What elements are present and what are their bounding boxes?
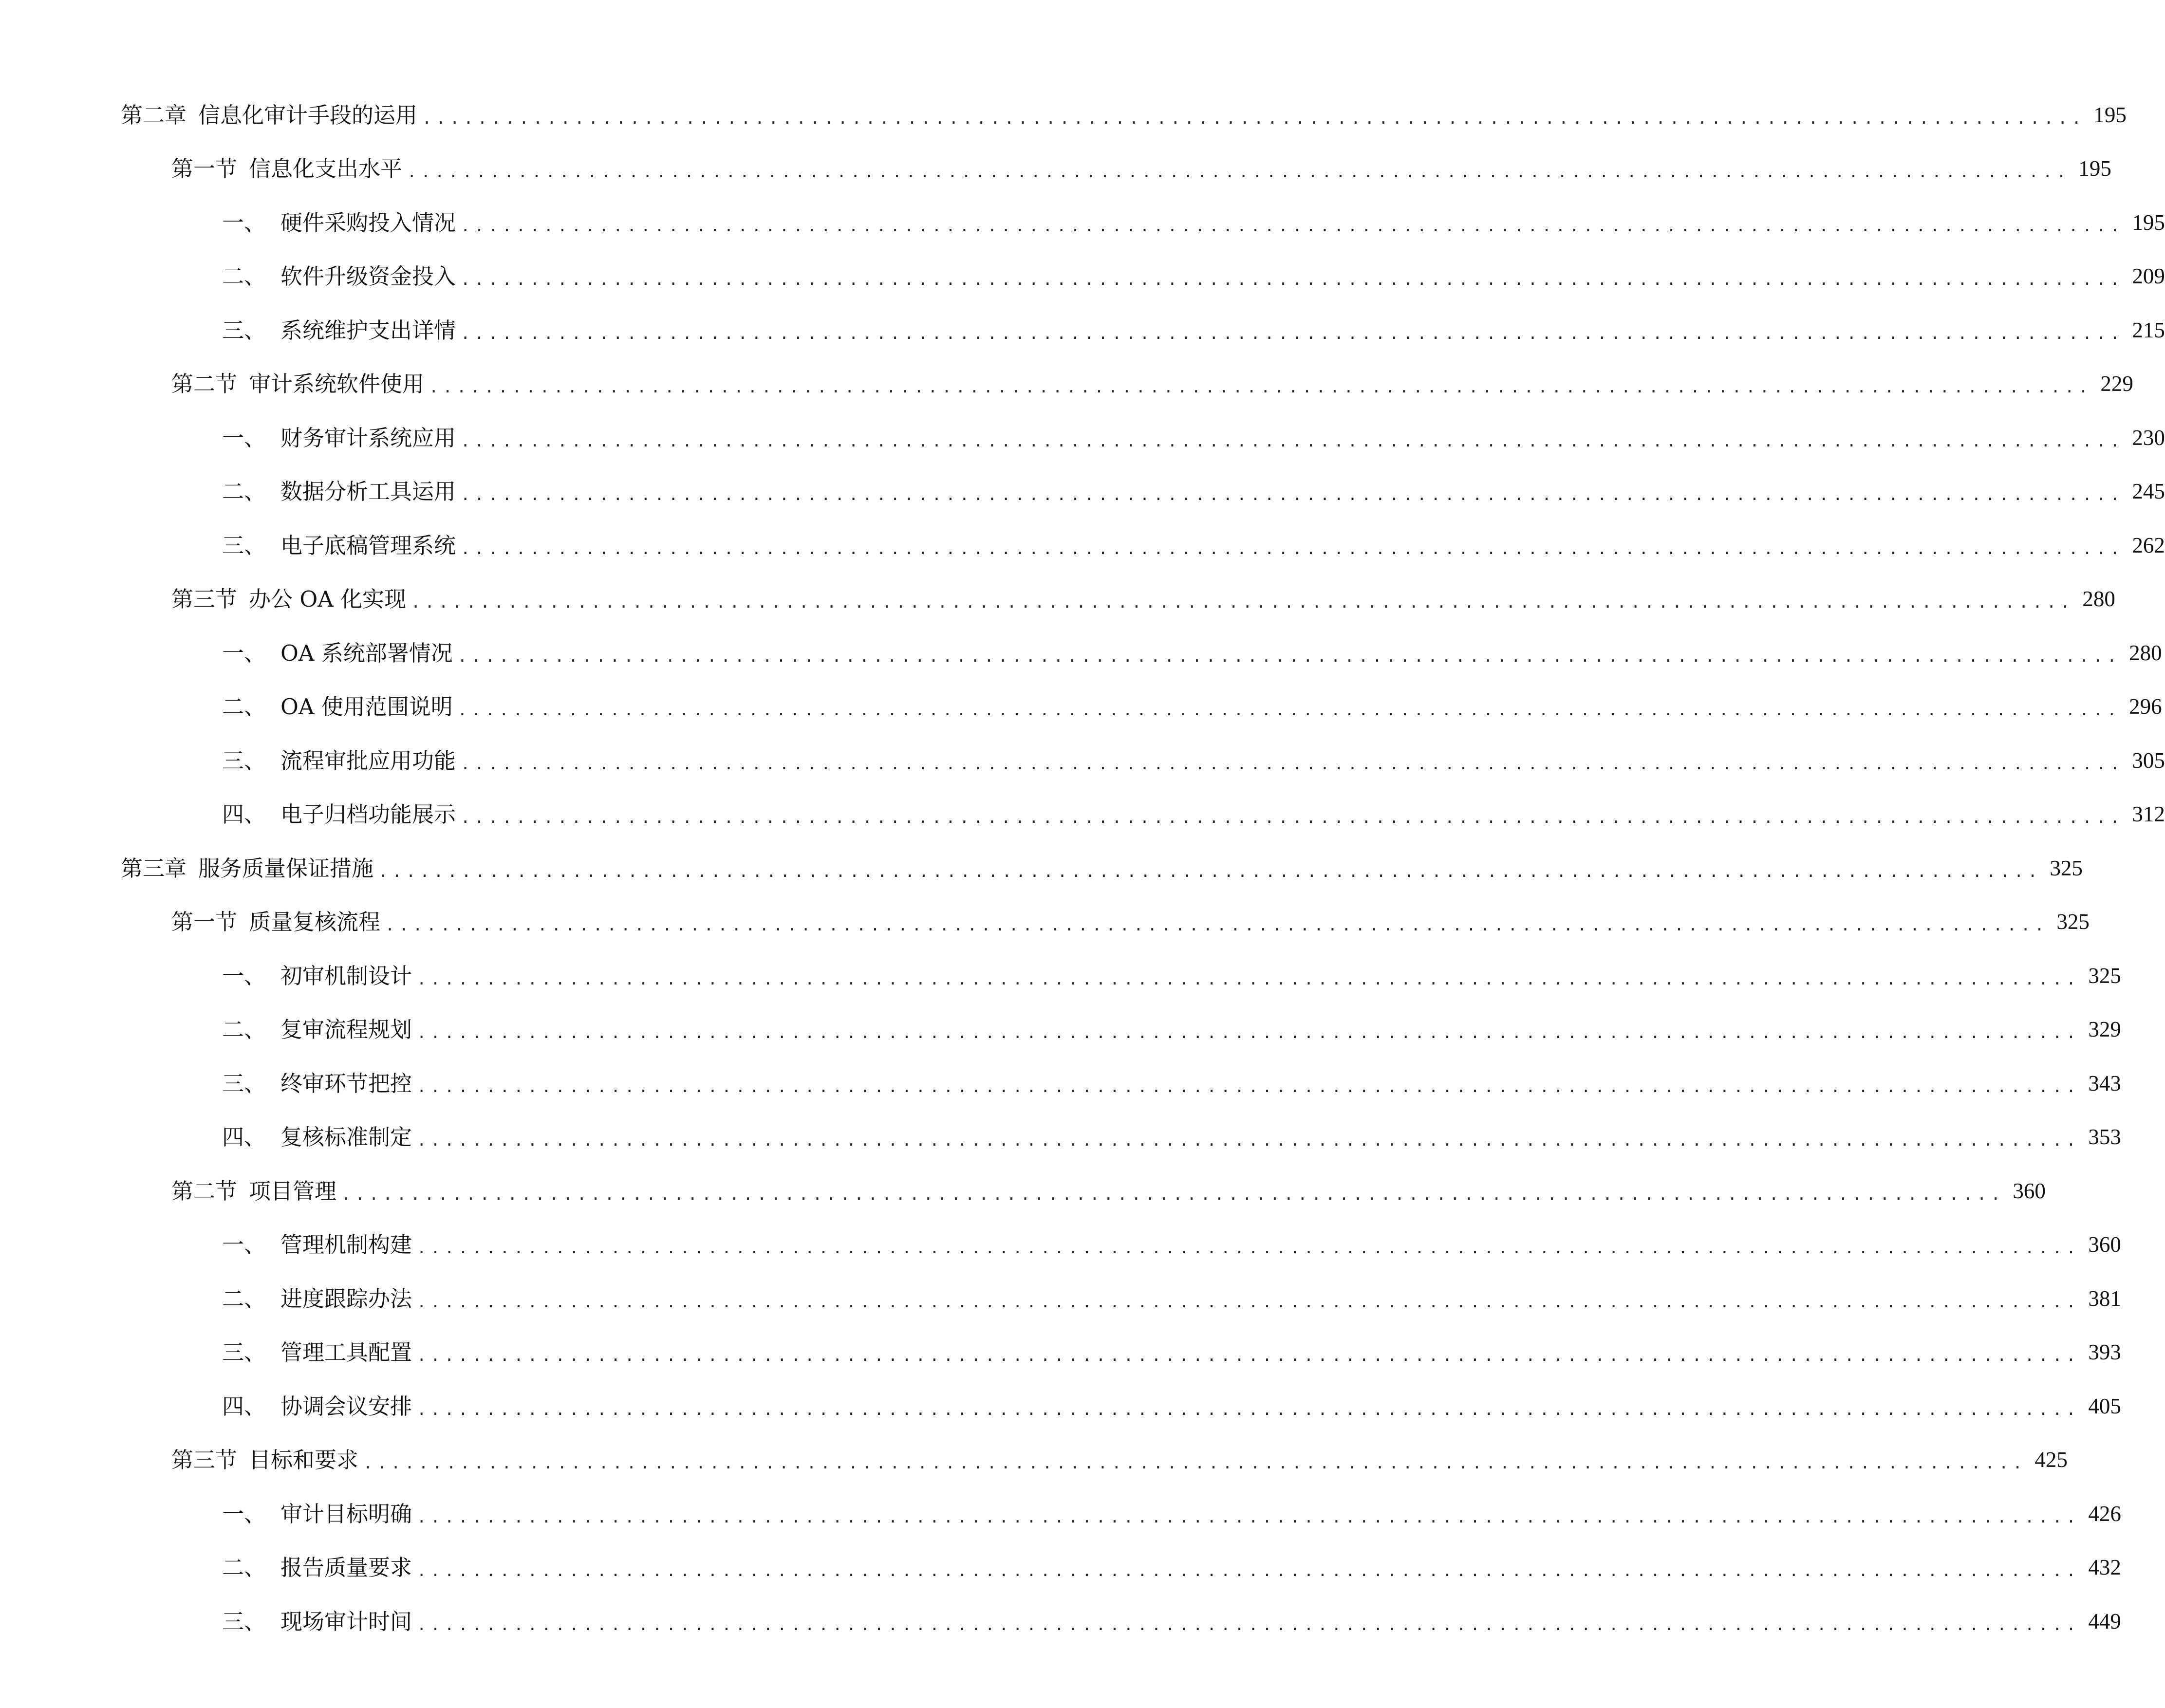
toc-entry-marker: 一、 — [222, 209, 266, 236]
toc-subsection-entry[interactable] — [121, 180, 2165, 236]
toc-entry-page-number: 426 — [2088, 1501, 2121, 1526]
toc-entry-marker: 三、 — [222, 532, 266, 558]
toc-entry-page-number: 215 — [2132, 317, 2165, 342]
toc-entry-marker: 三、 — [222, 1608, 266, 1634]
toc-entry-title: 报告质量要求 — [280, 1555, 412, 1580]
toc-dot-leader: ........................................................................................................................ — [417, 1346, 2080, 1365]
toc-entry-page-number: 325 — [2088, 963, 2121, 988]
toc-section-entry[interactable] — [121, 126, 2111, 182]
toc-subsection-entry[interactable] — [121, 1471, 2121, 1527]
toc-entry-title: 质量复核流程 — [249, 909, 381, 935]
toc-entry-title: 电子底稿管理系统 — [280, 532, 456, 558]
toc-subsection-entry[interactable] — [121, 772, 2165, 827]
toc-dot-leader: ........................................................................................................................ — [457, 701, 2121, 719]
toc-entry-title: OA 系统部署情况 — [280, 640, 453, 666]
toc-subsection-entry[interactable] — [121, 449, 2165, 504]
toc-subsection-entry[interactable] — [121, 234, 2165, 289]
toc-dot-leader: ........................................................................................................................ — [417, 1023, 2080, 1042]
toc-entry-marker: 二、 — [222, 1285, 266, 1312]
toc-dot-leader: ........................................................................................................................ — [407, 163, 2071, 181]
toc-subsection-entry[interactable] — [121, 664, 2162, 720]
toc-entry-title: 初审机制设计 — [280, 963, 412, 989]
toc-dot-leader: ........................................................................................................................ — [417, 1507, 2080, 1526]
toc-dot-leader: ........................................................................................................................ — [341, 1185, 2005, 1204]
toc-dot-leader: ........................................................................................................................ — [417, 1239, 2080, 1257]
toc-entry-marker: 第二章 — [121, 102, 187, 128]
toc-entry-page-number: 432 — [2088, 1555, 2121, 1579]
toc-chapter-entry[interactable] — [121, 825, 2083, 881]
toc-entry-page-number: 360 — [2088, 1232, 2121, 1257]
toc-dot-leader: ........................................................................................................................ — [422, 109, 2086, 128]
toc-entry-marker: 一、 — [222, 1501, 266, 1527]
toc-dot-leader: ........................................................................................................................ — [461, 808, 2124, 827]
toc-entry-page-number: 381 — [2088, 1286, 2121, 1311]
toc-entry-page-number: 296 — [2129, 694, 2162, 719]
toc-entry-title: 信息化审计手段的运用 — [198, 102, 418, 128]
toc-section-entry[interactable] — [121, 1417, 2068, 1473]
toc-entry-title: OA 使用范围说明 — [280, 694, 453, 720]
toc-entry-marker: 一、 — [222, 640, 266, 666]
toc-entry-marker: 第二节 — [171, 371, 238, 397]
toc-dot-leader: ........................................................................................................................ — [461, 324, 2124, 343]
toc-entry-marker: 第一节 — [171, 909, 238, 935]
toc-section-entry[interactable] — [121, 341, 2133, 397]
toc-dot-leader: ........................................................................................................................ — [417, 1561, 2080, 1580]
toc-subsection-entry[interactable] — [121, 1202, 2121, 1258]
toc-subsection-entry[interactable] — [121, 1040, 2121, 1096]
toc-entry-title: 终审环节把控 — [280, 1070, 412, 1096]
toc-entry-marker: 二、 — [222, 1555, 266, 1580]
toc-entry-title: 审计系统软件使用 — [249, 371, 425, 397]
toc-entry-page-number: 325 — [2056, 910, 2090, 934]
toc-entry-title: 管理工具配置 — [280, 1339, 412, 1365]
toc-entry-marker: 第一节 — [171, 156, 238, 182]
toc-entry-marker: 第三章 — [121, 855, 187, 881]
toc-entry-title: 服务质量保证措施 — [198, 855, 374, 881]
toc-entry-marker: 二、 — [222, 694, 266, 720]
toc-entry-page-number: 360 — [2013, 1178, 2046, 1203]
toc-entry-title: 管理机制构建 — [280, 1232, 412, 1258]
table-of-contents — [121, 72, 2165, 1634]
toc-dot-leader: ........................................................................................................................ — [429, 378, 2092, 396]
toc-dot-leader: ........................................................................................................................ — [411, 593, 2074, 612]
toc-subsection-entry[interactable] — [121, 287, 2165, 343]
toc-entry-page-number: 195 — [2078, 156, 2111, 181]
toc-entry-title: 复核标准制定 — [280, 1124, 412, 1150]
toc-dot-leader: ........................................................................................................................ — [461, 216, 2124, 235]
toc-entry-marker: 二、 — [222, 1017, 266, 1042]
toc-subsection-entry[interactable] — [121, 933, 2121, 989]
toc-subsection-entry[interactable] — [121, 1578, 2121, 1634]
toc-subsection-entry[interactable] — [121, 502, 2165, 558]
toc-entry-page-number: 305 — [2132, 748, 2165, 773]
toc-entry-marker: 二、 — [222, 263, 266, 289]
toc-entry-page-number: 280 — [2082, 587, 2115, 611]
toc-dot-leader: ........................................................................................................................ — [385, 916, 2049, 934]
toc-entry-marker: 一、 — [222, 963, 266, 989]
toc-subsection-entry[interactable] — [121, 395, 2165, 451]
toc-entry-marker: 一、 — [222, 1232, 266, 1258]
toc-entry-page-number: 343 — [2088, 1071, 2121, 1095]
toc-entry-page-number: 280 — [2129, 640, 2162, 665]
toc-subsection-entry[interactable] — [121, 987, 2121, 1042]
toc-entry-title: 进度跟踪办法 — [280, 1285, 412, 1312]
toc-entry-marker: 三、 — [222, 317, 266, 343]
toc-dot-leader: ........................................................................................................................ — [461, 485, 2124, 504]
toc-entry-title: 协调会议安排 — [280, 1393, 412, 1419]
toc-subsection-entry[interactable] — [121, 1525, 2121, 1580]
toc-section-entry[interactable] — [121, 557, 2115, 612]
toc-entry-title: 软件升级资金投入 — [280, 263, 456, 289]
toc-entry-marker: 二、 — [222, 479, 266, 504]
toc-subsection-entry[interactable] — [121, 1095, 2121, 1150]
toc-entry-page-number: 262 — [2132, 533, 2165, 557]
toc-section-entry[interactable] — [121, 879, 2090, 935]
toc-entry-marker: 四、 — [222, 1393, 266, 1419]
toc-entry-title: 流程审批应用功能 — [280, 747, 456, 774]
toc-entry-title: 现场审计时间 — [280, 1608, 412, 1634]
toc-subsection-entry[interactable] — [121, 718, 2165, 774]
toc-section-entry[interactable] — [121, 1148, 2046, 1204]
toc-entry-title: 电子归档功能展示 — [280, 801, 456, 827]
toc-entry-page-number: 312 — [2132, 802, 2165, 826]
toc-dot-leader: ........................................................................................................................ — [461, 270, 2124, 289]
toc-entry-marker: 一、 — [222, 425, 266, 451]
toc-subsection-entry[interactable] — [121, 610, 2162, 666]
toc-entry-title: 数据分析工具运用 — [280, 479, 456, 504]
toc-entry-marker: 三、 — [222, 747, 266, 774]
toc-entry-page-number: 195 — [2093, 102, 2127, 127]
toc-dot-leader: ........................................................................................................................ — [417, 1615, 2080, 1634]
toc-dot-leader: ........................................................................................................................ — [461, 431, 2124, 450]
toc-subsection-entry[interactable] — [121, 1310, 2121, 1365]
toc-entry-page-number: 329 — [2088, 1017, 2121, 1041]
toc-entry-title: 目标和要求 — [249, 1447, 359, 1473]
toc-entry-marker: 三、 — [222, 1070, 266, 1096]
toc-chapter-entry[interactable] — [121, 72, 2127, 128]
toc-entry-marker: 第三节 — [171, 586, 238, 612]
toc-entry-title: 财务审计系统应用 — [280, 425, 456, 451]
toc-entry-title: 复审流程规划 — [280, 1017, 412, 1042]
toc-subsection-entry[interactable] — [121, 1363, 2121, 1419]
toc-entry-title: 信息化支出水平 — [249, 156, 403, 182]
toc-dot-leader: ........................................................................................................................ — [461, 754, 2124, 773]
toc-entry-page-number: 229 — [2100, 371, 2133, 396]
toc-dot-leader: ........................................................................................................................ — [461, 539, 2124, 558]
toc-entry-title: 硬件采购投入情况 — [280, 209, 456, 236]
toc-entry-page-number: 405 — [2088, 1393, 2121, 1418]
toc-entry-marker: 第三节 — [171, 1447, 238, 1473]
toc-entry-page-number: 325 — [2050, 855, 2083, 880]
toc-entry-page-number: 393 — [2088, 1340, 2121, 1364]
toc-entry-marker: 四、 — [222, 1124, 266, 1150]
toc-dot-leader: ........................................................................................................................ — [457, 647, 2121, 666]
toc-entry-title: 审计目标明确 — [280, 1501, 412, 1527]
toc-entry-marker: 第二节 — [171, 1178, 238, 1204]
toc-entry-title: 系统维护支出详情 — [280, 317, 456, 343]
toc-entry-page-number: 449 — [2088, 1609, 2121, 1634]
toc-dot-leader: ........................................................................................................................ — [417, 1131, 2080, 1150]
toc-dot-leader: ........................................................................................................................ — [417, 1077, 2080, 1096]
toc-entry-page-number: 245 — [2132, 479, 2165, 503]
toc-entry-title: 办公 OA 化实现 — [249, 586, 407, 612]
toc-subsection-entry[interactable] — [121, 1256, 2121, 1312]
toc-entry-marker: 四、 — [222, 801, 266, 827]
toc-entry-page-number: 195 — [2132, 210, 2165, 235]
toc-entry-page-number: 230 — [2132, 425, 2165, 450]
toc-entry-title: 项目管理 — [249, 1178, 337, 1204]
toc-entry-marker: 三、 — [222, 1339, 266, 1365]
toc-dot-leader: ........................................................................................................................ — [417, 1400, 2080, 1419]
toc-entry-page-number: 209 — [2132, 264, 2165, 288]
toc-entry-page-number: 353 — [2088, 1125, 2121, 1149]
toc-dot-leader: ........................................................................................................................ — [417, 969, 2080, 988]
toc-entry-page-number: 425 — [2034, 1448, 2068, 1472]
toc-dot-leader: ........................................................................................................................ — [417, 1292, 2080, 1311]
toc-dot-leader: ........................................................................................................................ — [378, 862, 2042, 881]
toc-dot-leader: ........................................................................................................................ — [363, 1454, 2027, 1472]
